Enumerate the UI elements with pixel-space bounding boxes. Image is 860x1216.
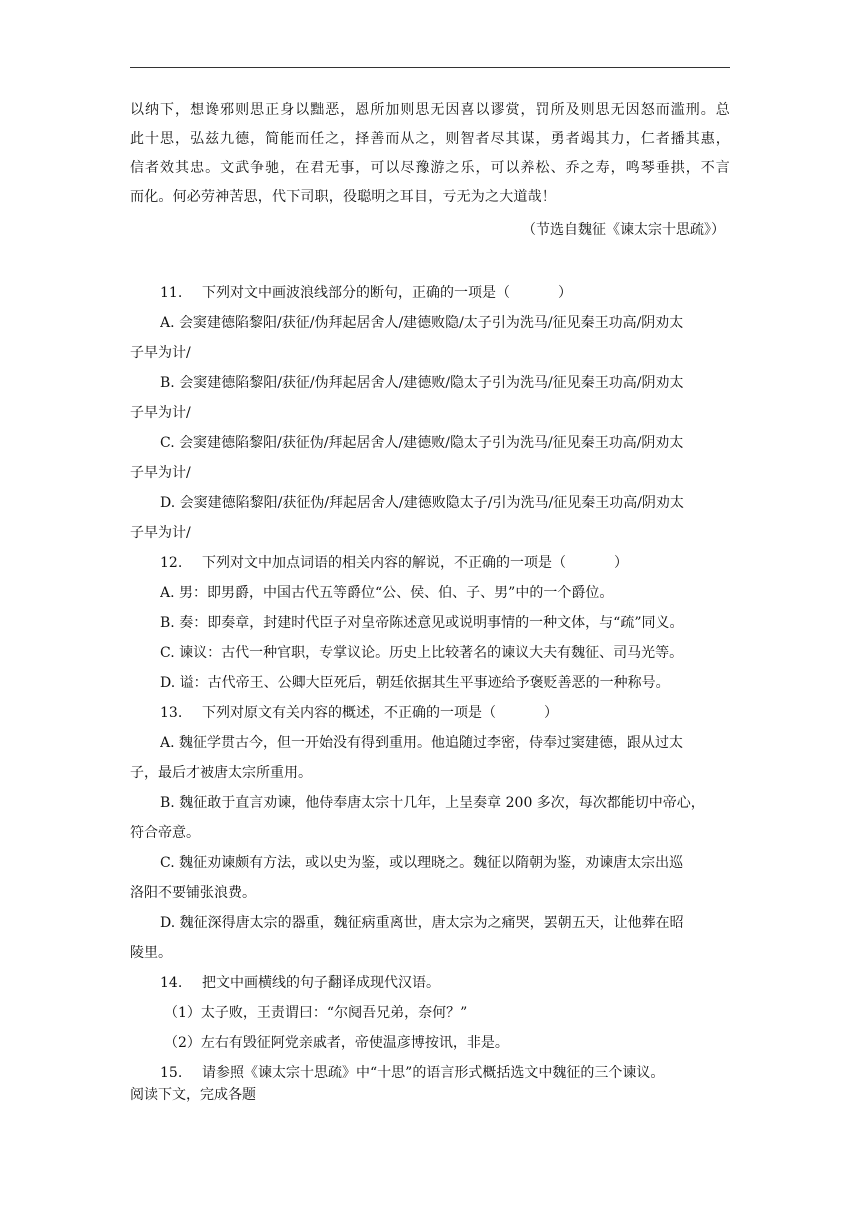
passage-excerpt bbox=[130, 96, 730, 212]
option-line: C. 魏征劝谏颇有方法，或以史为鉴，或以理晓之。魏征以隋朝为鉴，劝谏唐太宗出巡 bbox=[160, 855, 684, 871]
passage-line: 而化。何必劳神苦思，代下司职，役聪明之耳目，亏无为之大道哉！ bbox=[130, 189, 556, 205]
question-text: 下列对文中加点词语的相关内容的解说，不正确的一项是（ bbox=[202, 555, 566, 571]
passage-line: 以纳下，想谗邪则思正身以黜恶，恩所加则思无因喜以谬赏，罚所及则思无因怒而滥刑。总 bbox=[130, 102, 730, 118]
option-line: B. 会窦建德陷黎阳/获征/伪拜起居舍人/建德败/隐太子引为洗马/征见秦王功高/阴劝太 bbox=[160, 375, 684, 391]
option-line-cont: 洛阳不要铺张浪费。 bbox=[130, 885, 256, 901]
question-text: 把文中画横线的句子翻译成现代汉语。 bbox=[202, 975, 440, 991]
question-bracket-close: ） bbox=[544, 705, 558, 721]
option-line: A. 魏征学贯古今，但一开始没有得到重用。他追随过李密，侍奉过窦建德，跟从过太 bbox=[160, 735, 684, 751]
question-11-stem bbox=[160, 278, 730, 308]
option-line-cont: 子早为计/ bbox=[130, 525, 191, 541]
option-d bbox=[130, 908, 730, 968]
sub-question-1: （1）太子败，王责谓曰：“尔阋吾兄弟，奈何？” bbox=[164, 1005, 468, 1021]
question-13-stem bbox=[160, 698, 730, 728]
option-c bbox=[130, 848, 730, 908]
sub-question-2: （2）左右有毁征阿党亲戚者，帝使温彦博按讯，非是。 bbox=[164, 1035, 509, 1051]
option-line-cont: 子早为计/ bbox=[130, 405, 191, 421]
question-12-stem bbox=[160, 548, 730, 578]
option-a: A. 男：即男爵，中国古代五等爵位“公、侯、伯、子、男”中的一个爵位。 bbox=[160, 585, 614, 601]
question-number: 14. bbox=[160, 975, 183, 991]
option-b bbox=[130, 788, 730, 848]
option-a bbox=[130, 728, 730, 788]
option-b bbox=[130, 368, 730, 428]
option-line: D. 会窦建德陷黎阳/获征伪/拜起居舍人/建德败隐太子/引为洗马/征见秦王功高/阴劝太 bbox=[160, 495, 684, 511]
passage-line: 此十思，弘兹九德，简能而任之，择善而从之，则智者尽其谋，勇者竭其力，仁者播其惠， bbox=[130, 131, 730, 147]
option-line: D. 魏征深得唐太宗的器重，魏征病重离世，唐太宗为之痛哭，罢朝五天，让他葬在昭 bbox=[160, 915, 684, 931]
header-rule bbox=[130, 67, 730, 68]
option-a bbox=[130, 308, 730, 368]
option-line-cont: 陵里。 bbox=[130, 945, 172, 961]
option-line-cont: 符合帝意。 bbox=[130, 825, 200, 841]
question-list bbox=[130, 278, 730, 1088]
question-text: 下列对文中画波浪线部分的断句，正确的一项是（ bbox=[202, 285, 510, 301]
passage-line: 信者效其忠。文武争驰，在君无事，可以尽豫游之乐，可以养松、乔之寿，鸣琴垂拱，不言 bbox=[130, 160, 730, 176]
question-number: 13. bbox=[160, 705, 183, 721]
question-text: 下列对原文有关内容的概述，不正确的一项是（ bbox=[202, 705, 496, 721]
option-line: B. 魏征敢于直言劝谏，他侍奉唐太宗十几年，上呈奏章 200 多次，每次都能切中帝心， bbox=[160, 795, 705, 811]
passage-source: （节选自魏征《谏太宗十思疏》） bbox=[522, 222, 725, 238]
option-b: B. 奏：即奏章，封建时代臣子对皇帝陈述意见或说明事情的一种文体，与“疏”同义。 bbox=[160, 615, 684, 631]
option-line-cont: 子早为计/ bbox=[130, 345, 191, 361]
question-number: 15. bbox=[160, 1065, 183, 1081]
question-number: 12. bbox=[160, 555, 183, 571]
option-c bbox=[130, 428, 730, 488]
option-line-cont: 子，最后才被唐太宗所重用。 bbox=[130, 765, 312, 781]
question-bracket-close: ） bbox=[614, 555, 628, 571]
question-number: 11. bbox=[160, 285, 183, 301]
option-d: D. 谥：古代帝王、公卿大臣死后，朝廷依据其生平事迹给予褒贬善恶的一种称号。 bbox=[160, 675, 670, 691]
question-text: 请参照《谏太宗十思疏》中“十思”的语言形式概括选文中魏征的三个谏议。 bbox=[202, 1065, 665, 1081]
option-d bbox=[130, 488, 730, 548]
option-c: C. 谏议：古代一种官职，专掌议论。历史上比较著名的谏议大夫有魏征、司马光等。 bbox=[160, 645, 684, 661]
option-line: A. 会窦建德陷黎阳/获征/伪拜起居舍人/建德败隐/太子引为洗马/征见秦王功高/阴劝太 bbox=[160, 315, 684, 331]
option-line-cont: 子早为计/ bbox=[130, 465, 191, 481]
question-bracket-close: ） bbox=[558, 285, 572, 301]
reading-instruction: 阅读下文，完成各题 bbox=[130, 1087, 256, 1103]
option-line: C. 会窦建德陷黎阳/获征伪/拜起居舍人/建德败/隐太子引为洗马/征见秦王功高/阴劝太 bbox=[160, 435, 684, 451]
question-14-stem bbox=[160, 968, 730, 998]
